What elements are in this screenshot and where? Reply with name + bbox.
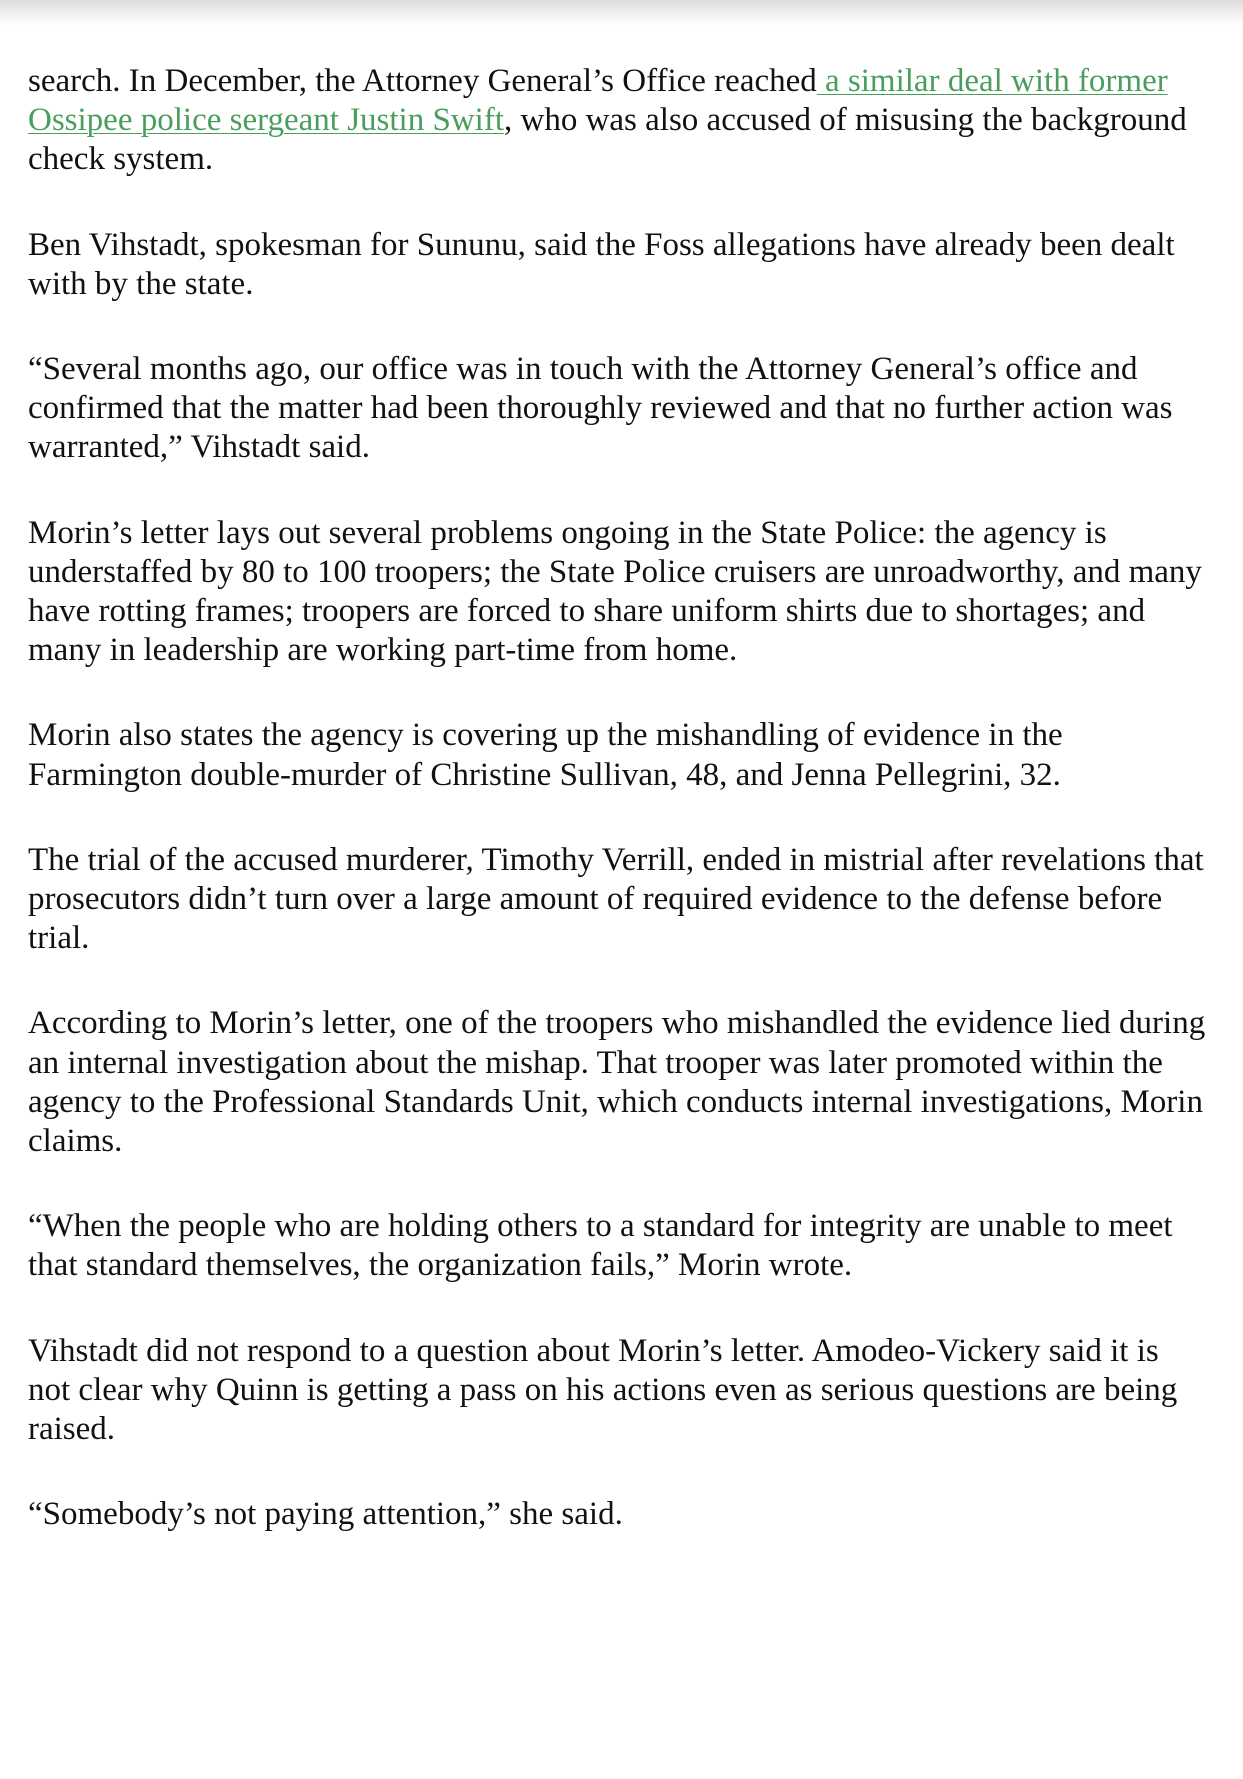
paragraph-swift-deal-after: , who was also accused of misusing the background check system. <box>28 102 1187 178</box>
paragraph-swift-deal <box>28 62 1243 180</box>
paragraph-vihstadt-quote: “Several months ago, our office was in touch with the Attorney General’s office and confirmed that the matter had been thoroughly reviewed and that no further action was warranted,” Vihstadt said. <box>28 351 1173 466</box>
article-body <box>28 62 1243 1580</box>
paragraph-closing-quote: “Somebody’s not paying attention,” she said. <box>28 1496 623 1533</box>
top-edge-shadow <box>0 0 1243 26</box>
paragraph-verrill-mistrial: The trial of the accused murderer, Timothy Verrill, ended in mistrial after revelations that prosecutors didn’t turn over a large amount of required evidence to the defense before trial. <box>28 841 1204 957</box>
paragraph-morin-letter-problems: Morin’s letter lays out several problems ongoing in the State Police: the agency is understaffed by 80 to 100 troopers; the State Police cruisers are unroadworthy, and many have rotting frames; troopers are forced to share uniform shirts due to shortages; and many in leadership are working part-time from home. <box>28 514 1202 669</box>
paragraph-vihstadt-statement: Ben Vihstadt, spokesman for Sununu, said the Foss allegations have already been dealt with by the state. <box>28 226 1175 302</box>
paragraph-amodeo-vickery: Vihstadt did not respond to a question about Morin’s letter. Amodeo-Vickery said it is not clear why Quinn is getting a pass on his actions even as serious questions are being raised. <box>28 1332 1178 1448</box>
paragraph-swift-deal-before: search. In December, the Attorney General’s Office reached <box>28 63 817 99</box>
paragraph-morin-quote: “When the people who are holding others to a standard for integrity are unable to meet that standard themselves, the organization fails,” Morin wrote. <box>28 1208 1173 1284</box>
paragraph-evidence-coverup: Morin also states the agency is covering up the mishandling of evidence in the Farmington double-murder of Christine Sullivan, 48, and Jenna Pellegrini, 32. <box>28 717 1063 793</box>
similar-deal-link[interactable]: a similar deal with former Ossipee police sergeant Justin Swift <box>28 63 1168 139</box>
paragraph-trooper-promotion: According to Morin’s letter, one of the troopers who mishandled the evidence lied during an internal investigation about the mishap. That trooper was later promoted within the agency to the Professional Standards Unit, which conducts internal investigations, Morin claims. <box>28 1005 1206 1160</box>
